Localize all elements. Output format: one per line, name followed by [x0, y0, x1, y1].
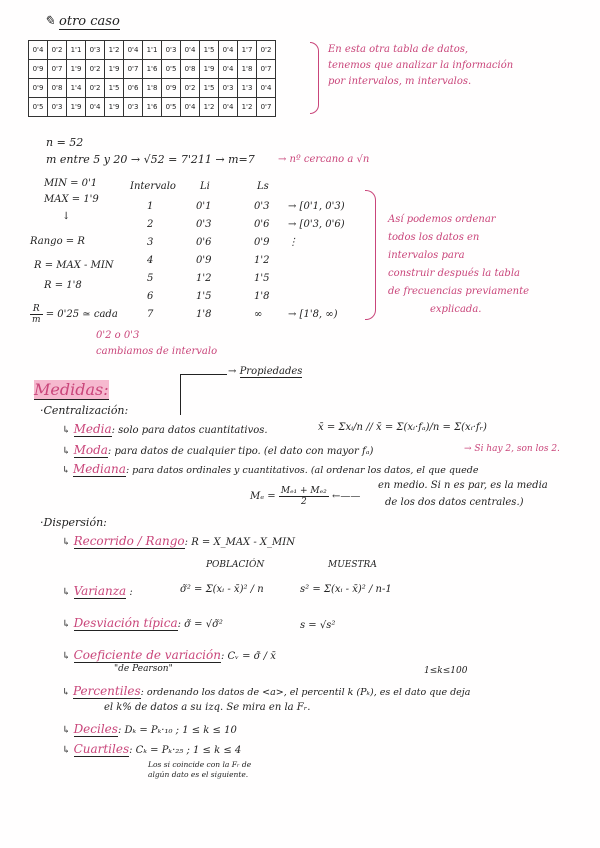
- table-cell: 1'3: [238, 79, 257, 98]
- table-cell: 0'2: [86, 79, 105, 98]
- hook-arrow-icon: ↳: [62, 465, 73, 476]
- interval-ls: 1'2: [254, 255, 270, 266]
- n-value: n = 52: [46, 136, 84, 149]
- ls-header: Ls: [257, 181, 269, 192]
- table-cell: 0'5: [162, 60, 181, 79]
- percentil-range: 1≤k≤100: [424, 666, 468, 676]
- table-cell: 0'9: [162, 79, 181, 98]
- table-cell: 1'9: [200, 60, 219, 79]
- cada-note: 0'2 o 0'3: [96, 330, 140, 341]
- mediana-row: ↳ Mediana: para datos ordinales y cuantitativos. (al ordenar los datos, el que quede: [62, 462, 479, 476]
- m-note: → nº cercano a √n: [278, 154, 370, 165]
- interval-i: 7: [147, 309, 154, 320]
- table-cell: 0'2: [48, 41, 67, 60]
- table-cell: 0'4: [219, 98, 238, 117]
- interval-i: 3: [147, 237, 154, 248]
- table-note-line: En esta otra tabla de datos,: [328, 44, 469, 55]
- table-cell: 0'4: [181, 98, 200, 117]
- min-value: MIN = 0'1: [44, 178, 98, 189]
- table-cell: 0'4: [257, 79, 276, 98]
- table-cell: 0'7: [124, 60, 143, 79]
- table-cell: 0'4: [219, 41, 238, 60]
- percentiles-row: ↳ Percentiles: ordenando los datos de <a>, el percentil k (Pₖ), es el dato que deja: [62, 684, 471, 698]
- r-over-m: $\frac{R}{m}$ = 0'25 ≃ cada: [32, 304, 118, 325]
- interval-ls: 1'5: [254, 273, 270, 284]
- table-cell: 0'3: [162, 41, 181, 60]
- table-cell: 0'3: [124, 98, 143, 117]
- interval-brace: [365, 190, 376, 320]
- interval-li: 1'2: [196, 273, 212, 284]
- percentiles-line2: el k% de datos a su izq. Se mira en la Fᵣ.: [104, 702, 311, 713]
- cuartiles-row: ↳ Cuartiles: Cₖ = Pₖ·₂₅ ; 1 ≤ k ≤ 4: [62, 742, 242, 756]
- interval-note-line: construir después la tabla: [388, 268, 520, 279]
- table-row: [29, 41, 276, 60]
- cv-row: ↳ Coeficiente de variación: Cᵥ = σ̃ / x̄: [62, 648, 276, 662]
- li-header: Li: [200, 181, 210, 192]
- desviacion-muestra: s = √s²: [300, 620, 336, 631]
- varianza-poblacion: σ̃² = Σ(xᵢ - x̄)² / n: [180, 584, 264, 595]
- table-cell: 0'7: [257, 98, 276, 117]
- propiedades-label: → Propiedades: [228, 366, 303, 377]
- down-arrow: ↓: [62, 211, 71, 222]
- cambio-note: cambiamos de intervalo: [96, 346, 218, 357]
- poblacion-label: POBLACIÓN: [206, 560, 265, 570]
- table-cell: 1'2: [200, 98, 219, 117]
- table-note-line: tenemos que analizar la información: [328, 60, 514, 71]
- table-cell: 1'5: [105, 79, 124, 98]
- interval-res: → [0'1, 0'3): [288, 201, 345, 212]
- section-title: ✎ otro caso: [44, 14, 120, 29]
- interval-res: ⋮: [288, 237, 298, 248]
- medidas-title: Medidas:: [34, 380, 109, 399]
- table-cell: 0'4: [219, 60, 238, 79]
- moda-row: ↳ Moda: para datos de cualquier tipo. (el dato con mayor fₐ): [62, 443, 374, 457]
- table-cell: 0'3: [86, 41, 105, 60]
- left-arrow-icon: ←——: [331, 491, 361, 502]
- table-note-line: por intervalos, m intervalos.: [328, 76, 472, 87]
- hook-arrow-icon: ↳: [62, 651, 74, 662]
- hook-arrow-icon: ↳: [62, 687, 73, 698]
- varianza-row: ↳ Varianza :: [62, 584, 133, 598]
- moda-note: → Si hay 2, son los 2.: [464, 444, 560, 454]
- hook-arrow-icon: ↳: [62, 446, 74, 457]
- table-cell: 0'9: [29, 79, 48, 98]
- cv-sub: "de Pearson": [114, 664, 173, 674]
- pencil-mark: ✎: [44, 14, 60, 29]
- table-cell: 0'8: [181, 60, 200, 79]
- interval-note-line: intervalos para: [388, 250, 465, 261]
- interval-note-line: explicada.: [430, 304, 482, 315]
- centralizacion-heading: ·Centralización:: [40, 404, 129, 417]
- propiedades-line: [180, 374, 227, 415]
- hook-arrow-icon: ↳: [62, 425, 74, 436]
- interval-header: Intervalo: [130, 181, 176, 192]
- interval-i: 1: [147, 201, 154, 212]
- interval-note-line: Así podemos ordenar: [388, 214, 496, 225]
- interval-ls: 0'9: [254, 237, 270, 248]
- media-formula: x̄ = Σxᵢ/n // x̄ = Σ(xᵢ·fₐ)/n = Σ(xᵢ·fᵣ): [318, 422, 487, 433]
- rango-label: Rango = R: [30, 236, 85, 247]
- r-formula: R = MAX - MIN: [34, 260, 114, 271]
- table-cell: 1'6: [143, 60, 162, 79]
- table-row: [29, 98, 276, 117]
- dispersion-heading: ·Dispersión:: [40, 516, 107, 529]
- max-value: MAX = 1'9: [44, 194, 99, 205]
- deciles-row: ↳ Deciles: Dₖ = Pₖ·₁₀ ; 1 ≤ k ≤ 10: [62, 722, 237, 736]
- interval-ls: ∞: [254, 309, 263, 320]
- table-cell: 1'9: [105, 98, 124, 117]
- interval-i: 5: [147, 273, 154, 284]
- table-cell: 1'7: [238, 41, 257, 60]
- interval-ls: 0'6: [254, 219, 270, 230]
- table-cell: 1'5: [200, 79, 219, 98]
- interval-ls: 0'3: [254, 201, 270, 212]
- interval-res: → [0'3, 0'6): [288, 219, 345, 230]
- recorrido-row: ↳ Recorrido / Rango: R = X_MAX - X_MIN: [62, 534, 295, 548]
- table-cell: 0'4: [86, 98, 105, 117]
- table-cell: 1'1: [67, 41, 86, 60]
- table-cell: 0'7: [257, 60, 276, 79]
- interval-li: 1'8: [196, 309, 212, 320]
- m-calc: m entre 5 y 20 → √52 = 7'211 → m=7: [46, 153, 255, 166]
- interval-i: 6: [147, 291, 154, 302]
- table-cell: 1'2: [105, 41, 124, 60]
- table-cell: 0'4: [29, 41, 48, 60]
- interval-note-line: todos los datos en: [388, 232, 480, 243]
- table-cell: 1'6: [143, 98, 162, 117]
- table-cell: 0'5: [162, 98, 181, 117]
- table-brace: [310, 42, 319, 114]
- interval-i: 2: [147, 219, 154, 230]
- table-cell: 0'6: [124, 79, 143, 98]
- interval-li: 0'1: [196, 201, 212, 212]
- interval-li: 0'9: [196, 255, 212, 266]
- interval-ls: 1'8: [254, 291, 270, 302]
- table-cell: 0'4: [124, 41, 143, 60]
- hook-arrow-icon: ↳: [62, 745, 74, 756]
- table-cell: 0'8: [48, 79, 67, 98]
- muestra-label: MUESTRA: [328, 560, 377, 570]
- table-row: [29, 60, 276, 79]
- varianza-muestra: s² = Σ(xᵢ - x̄)² / n-1: [300, 584, 392, 595]
- table-cell: 1'2: [238, 98, 257, 117]
- hook-arrow-icon: ↳: [62, 619, 74, 630]
- arrow-icon: →: [228, 366, 240, 377]
- desviacion-row: ↳ Desviación típica: σ̃ = √σ̃²: [62, 616, 223, 630]
- cuartiles-note-1: Los si coincide con la Fᵣ de: [148, 760, 252, 769]
- table-cell: 1'4: [67, 79, 86, 98]
- table-cell: 1'1: [143, 41, 162, 60]
- table-cell: 0'4: [181, 41, 200, 60]
- mediana-line2: en medio. Si n es par, es la media: [378, 480, 548, 491]
- r-value: R = 1'8: [44, 280, 82, 291]
- interval-li: 0'6: [196, 237, 212, 248]
- table-cell: 0'5: [29, 98, 48, 117]
- cuartiles-note-2: algún dato es el siguiente.: [148, 770, 249, 779]
- table-cell: 0'3: [48, 98, 67, 117]
- hook-arrow-icon: ↳: [62, 725, 74, 736]
- table-cell: 0'3: [219, 79, 238, 98]
- table-cell: 1'5: [200, 41, 219, 60]
- hook-arrow-icon: ↳: [62, 537, 74, 548]
- interval-i: 4: [147, 255, 154, 266]
- table-cell: 1'8: [238, 60, 257, 79]
- table-cell: 1'8: [143, 79, 162, 98]
- table-cell: 0'9: [29, 60, 48, 79]
- table-cell: 1'9: [67, 60, 86, 79]
- mediana-line3: de los dos datos centrales.): [385, 497, 524, 508]
- interval-res: → [1'8, ∞): [288, 309, 338, 320]
- interval-note-line: de frecuencias previamente: [388, 286, 530, 297]
- table-cell: 0'2: [86, 60, 105, 79]
- hook-arrow-icon: ↳: [62, 587, 74, 598]
- media-row: ↳ Media: solo para datos cuantitativos.: [62, 422, 268, 436]
- table-cell: 0'2: [257, 41, 276, 60]
- table-cell: 1'9: [67, 98, 86, 117]
- me-formula: Mₑ = $\frac{\text{Mₑ₁ + Mₑ₂}}{2}$ ←——: [250, 486, 361, 507]
- data-table: [28, 40, 276, 117]
- table-row: [29, 79, 276, 98]
- table-cell: 0'2: [181, 79, 200, 98]
- table-cell: 0'7: [48, 60, 67, 79]
- interval-li: 0'3: [196, 219, 212, 230]
- table-cell: 1'9: [105, 60, 124, 79]
- interval-li: 1'5: [196, 291, 212, 302]
